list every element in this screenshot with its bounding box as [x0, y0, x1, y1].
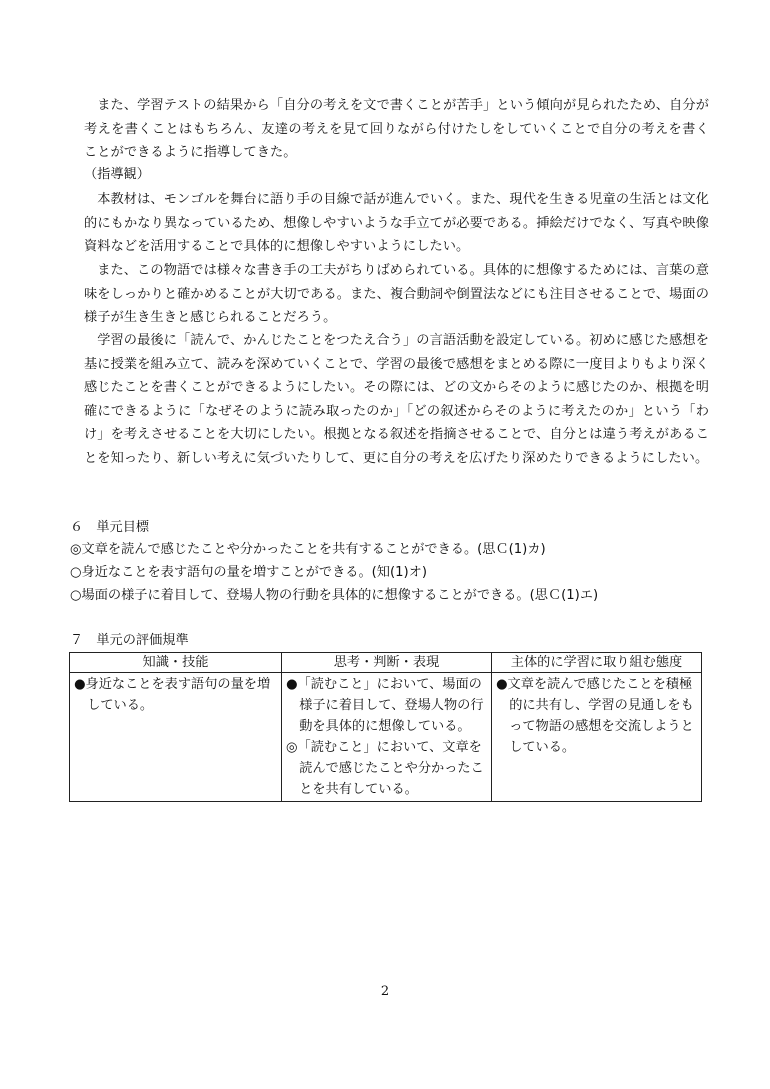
unit-goal-2: ○身近なことを表す語句の量を増すことができる。(知(1)オ) — [70, 565, 427, 580]
criterion-item: ◎「読むこと」において、文章を読んで感じたことや分かったことを共有している。 — [286, 740, 484, 797]
unit-goal-3: ○場面の様子に着目して、登場人物の行動を具体的に想像することができる。(思Ｃ(1)エ) — [70, 588, 599, 603]
cell-attitude — [492, 673, 702, 802]
header-knowledge-skills: 知識・技能 — [70, 653, 282, 673]
section-7-heading: ７ 単元の評価規準 — [70, 633, 189, 648]
paragraph-test-results: また、学習テストの結果から「自分の考えを文で書くことが苦手」という傾向が見られたため、自分が考えを書くことはもちろん、友達の考えを見て回りながら付けたしをしていくことで自分の考えを書くことができるように指導してきた。 — [84, 98, 709, 160]
subheading-shidoukan: （指導観） — [84, 167, 150, 182]
unit-goal-1: ◎文章を読んで感じたことや分かったことを共有することができる。(思Ｃ(1)カ) — [70, 542, 546, 557]
criterion-item: ●身近なことを表す語句の量を増している。 — [74, 677, 271, 713]
paragraph-language-activity: 学習の最後に「読んで、かんじたことをつたえ合う」の言語活動を設定している。初めに感じた感想を基に授業を組み立て、読みを深めていくことで、学習の最後で感想をまとめる際に一度目よりもより深く感じたことを書くことができるようにしたい。その際には、どの文からそのように感じたのか、根拠を明確にできるように「なぜそのように読み取ったのか」「どの叙述からそのように考えたのか」という「わけ」を考えさせることを大切にしたい。根拠となる叙述を指摘させることで、自分とは違う考えがあることを知ったり、新しい考えに気づいたりして、更に自分の考えを広げたり深めたりできるようにしたい。 — [84, 333, 709, 466]
section-6-heading: ６ 単元目標 — [70, 520, 150, 535]
table-row — [70, 673, 702, 802]
header-thinking-judgment-expression: 思考・判断・表現 — [282, 653, 492, 673]
table-header-row — [70, 653, 702, 673]
criterion-item: ●文章を読んで感じたことを積極的に共有し、学習の見通しをもって物語の感想を交流しようとしている。 — [496, 677, 694, 755]
paragraph-writer-techniques: また、この物語では様々な書き手の工夫がちりばめられている。具体的に想像するためには、言葉の意味をしっかりと確かめることが大切である。また、複合動詞や倒置法などにも注目させることで、場面の様子が生き生きと感じられることだろう。 — [84, 263, 709, 325]
cell-knowledge-skills — [70, 673, 282, 802]
criterion-item: ●「読むこと」において、場面の様子に着目して、登場人物の行動を具体的に想像している。 — [286, 677, 484, 734]
header-attitude: 主体的に学習に取り組む態度 — [492, 653, 702, 673]
page-number: 2 — [380, 984, 390, 999]
evaluation-criteria-table — [69, 652, 702, 802]
paragraph-teaching-material: 本教材は、モンゴルを舞台に語り手の目線で話が進んでいく。また、現代を生きる児童の生活とは文化的にもかなり異なっているため、想像しやすいような手立てが必要である。挿絵だけでなく、写真や映像資料などを活用することで具体的に想像しやすいようにしたい。 — [84, 192, 709, 254]
cell-thinking-judgment-expression — [282, 673, 492, 802]
